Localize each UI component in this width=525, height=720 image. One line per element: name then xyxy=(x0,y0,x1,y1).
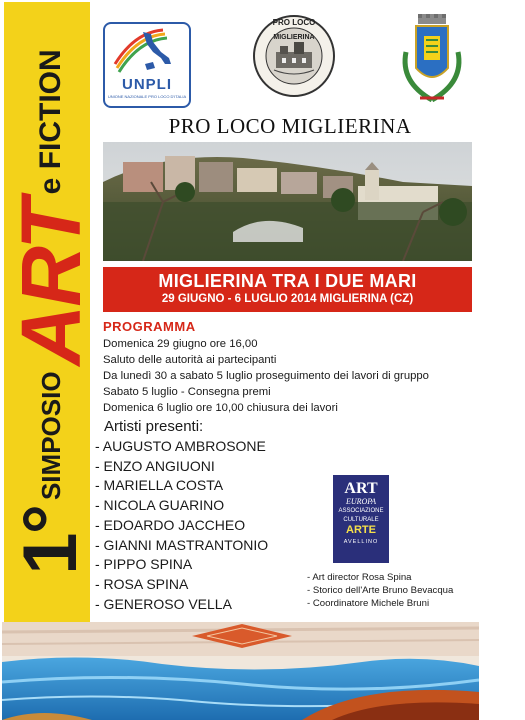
artists-heading: Artisti presenti: xyxy=(104,418,204,435)
artist-name: - AUGUSTO AMBROSONE xyxy=(95,438,266,454)
event-dates: 29 GIUGNO - 6 LUGLIO 2014 MIGLIERINA (CZ) xyxy=(161,293,414,305)
proloco-name-text: MIGLIERINA xyxy=(273,34,315,41)
artist-name: - GIANNI MASTRANTONIO xyxy=(95,536,269,553)
art-europa-culturale: CULTURALE xyxy=(343,517,379,523)
village-photo xyxy=(103,142,472,261)
proloco-ring-text: PRO LOCO xyxy=(272,18,316,27)
art-europa-arte: ARTE xyxy=(346,524,376,536)
program-item: Sabato 5 luglio - Consegna premi xyxy=(103,386,271,398)
artist-name: - ENZO ANGIUONI xyxy=(95,457,215,474)
unpli-logo xyxy=(103,22,191,108)
artist-name: - ROSA SPINA xyxy=(95,575,189,592)
artists-list xyxy=(95,437,268,614)
credit-line: - Art director Rosa Spina xyxy=(307,572,412,583)
program-item: Domenica 6 luglio ore 10,00 chiusura dei lavori xyxy=(103,402,338,414)
fiction-label: e FICTION xyxy=(34,49,67,195)
village-image xyxy=(103,142,472,261)
artist-name: - NICOLA GUARINO xyxy=(95,497,225,514)
unpli-wordmark: UNPLI xyxy=(122,76,172,93)
artist-name: - GENEROSO VELLA xyxy=(95,595,232,612)
credit-line: - Coordinatore Michele Bruni xyxy=(307,598,430,609)
symposium-vertical-title xyxy=(4,12,98,612)
crest-icon xyxy=(396,12,468,108)
bottom-artwork xyxy=(2,622,479,720)
art-europa-europa: EUROPA xyxy=(345,497,377,506)
artist-name: - EDOARDO JACCHEO xyxy=(95,516,246,533)
side-band xyxy=(4,2,98,622)
artist-name: - PIPPO SPINA xyxy=(95,556,193,573)
art-europa-city: AVELLINO xyxy=(343,539,379,545)
credits-list xyxy=(307,571,453,610)
art-europa-art: ART xyxy=(344,480,378,497)
event-title: MIGLIERINA TRA I DUE MARI xyxy=(158,271,417,291)
program-item: Saluto delle autorità ai partecipanti xyxy=(103,354,277,366)
municipal-crest-logo xyxy=(396,12,468,108)
edition-number: 1° xyxy=(8,506,93,575)
program-list xyxy=(103,336,429,416)
org-title: PRO LOCO MIGLIERINA xyxy=(168,114,412,138)
program-item: Domenica 29 giugno ore 16,00 xyxy=(103,338,258,350)
credit-line: - Storico dell'Arte Bruno Bevacqua xyxy=(307,585,454,596)
art-label: ART xyxy=(4,200,98,366)
program-heading: PROGRAMMA xyxy=(103,319,196,334)
art-europa-associazione: ASSOCIAZIONE xyxy=(338,508,384,514)
program-item: Da lunedì 30 a sabato 5 luglio proseguimento dei lavori di gruppo xyxy=(103,370,429,382)
italy-map-icon xyxy=(105,24,189,76)
event-banner xyxy=(103,267,472,312)
artist-name: - MARIELLA COSTA xyxy=(95,477,224,494)
proloco-seal-logo xyxy=(252,14,336,98)
unpli-subtext: UNIONE NAZIONALE PRO LOCO D'ITALIA xyxy=(107,94,187,99)
art-europa-logo xyxy=(333,475,389,563)
simposio-label: SIMPOSIO xyxy=(36,371,66,501)
painting-image xyxy=(2,622,479,720)
